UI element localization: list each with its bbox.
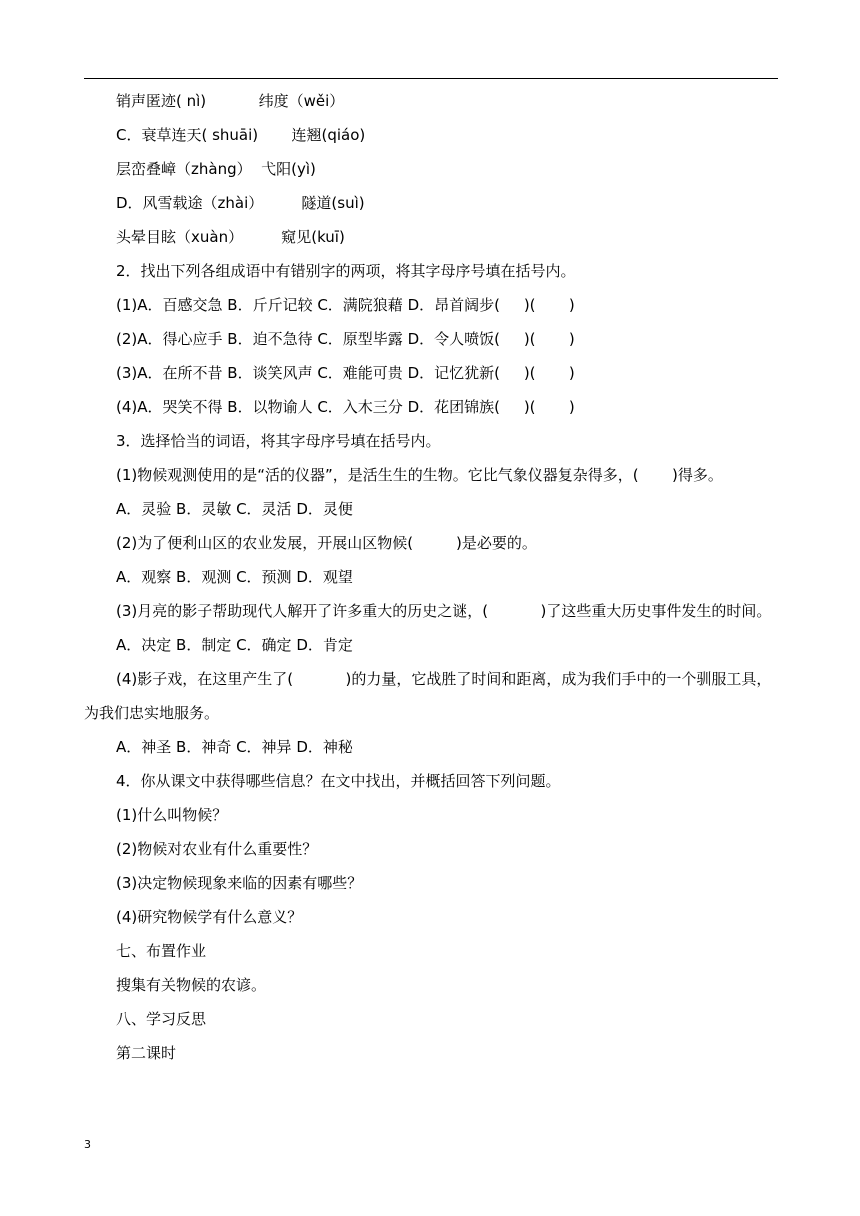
text-line: (1)A．百感交急 B．斤斤记较 C．满院狼藉 D．昂首阔步( )( ) bbox=[116, 296, 575, 314]
text-line: 七、布置作业 bbox=[116, 942, 207, 960]
text-line: (1)物候观测使用的是“活的仪器”，是活生生的生物。它比气象仪器复杂得多，( )得多。 bbox=[116, 466, 723, 484]
text-line: 2．找出下列各组成语中有错别字的两项，将其字母序号填在括号内。 bbox=[116, 262, 576, 280]
text-line: 3．选择恰当的词语，将其字母序号填在括号内。 bbox=[116, 432, 441, 450]
header-rule bbox=[84, 78, 778, 79]
text-line: 4．你从课文中获得哪些信息？在文中找出，并概括回答下列问题。 bbox=[116, 772, 561, 790]
page-number: 3 bbox=[84, 1138, 91, 1151]
text-line: C．衰草连天( shuāi) 连翘(qiáo) bbox=[116, 126, 366, 144]
text-line: 第二课时 bbox=[116, 1044, 177, 1062]
text-line: 层峦叠嶂（zhàng） 弋阳(yì) bbox=[116, 160, 316, 178]
document-body bbox=[84, 84, 778, 1070]
text-line: A．灵验 B．灵敏 C．灵活 D．灵便 bbox=[116, 500, 353, 518]
text-line: (2)物候对农业有什么重要性？ bbox=[116, 840, 318, 858]
text-line: A．决定 B．制定 C．确定 D．肯定 bbox=[116, 636, 353, 654]
text-line: (4)研究物候学有什么意义？ bbox=[116, 908, 303, 926]
text-line: (3)月亮的影子帮助现代人解开了许多重大的历史之谜，( )了这些重大历史事件发生的时间。 bbox=[116, 602, 772, 620]
text-line: 销声匿迹( nì) 纬度（wěi） bbox=[116, 92, 345, 110]
text-line: (2)为了便利山区的农业发展，开展山区物候( )是必要的。 bbox=[116, 534, 537, 552]
text-line: (2)A．得心应手 B．迫不急待 C．原型毕露 D．令人喷饭( )( ) bbox=[116, 330, 575, 348]
text-line: 头晕目眩（xuàn） 窥见(kuī) bbox=[116, 228, 345, 246]
text-line: A．神圣 B．神奇 C．神异 D．神秘 bbox=[116, 738, 353, 756]
text-line: (3)A．在所不昔 B．谈笑风声 C．难能可贵 D．记忆犹新( )( ) bbox=[116, 364, 575, 382]
text-line: 八、学习反思 bbox=[116, 1010, 207, 1028]
text-line: (1)什么叫物候？ bbox=[116, 806, 228, 824]
text-line: (4)影子戏，在这里产生了( )的力量，它战胜了时间和距离，成为我们手中的一个驯服工具，为我们忠实地服务。 bbox=[84, 670, 772, 722]
text-line: (3)决定物候现象来临的因素有哪些？ bbox=[116, 874, 363, 892]
text-line: 搜集有关物候的农谚。 bbox=[116, 976, 267, 994]
text-line: (4)A．哭笑不得 B．以物谕人 C．入木三分 D．花团锦族( )( ) bbox=[116, 398, 575, 416]
text-line: D．风雪载途（zhài） 隧道(suì) bbox=[116, 194, 365, 212]
text-line: A．观察 B．观测 C．预测 D．观望 bbox=[116, 568, 353, 586]
